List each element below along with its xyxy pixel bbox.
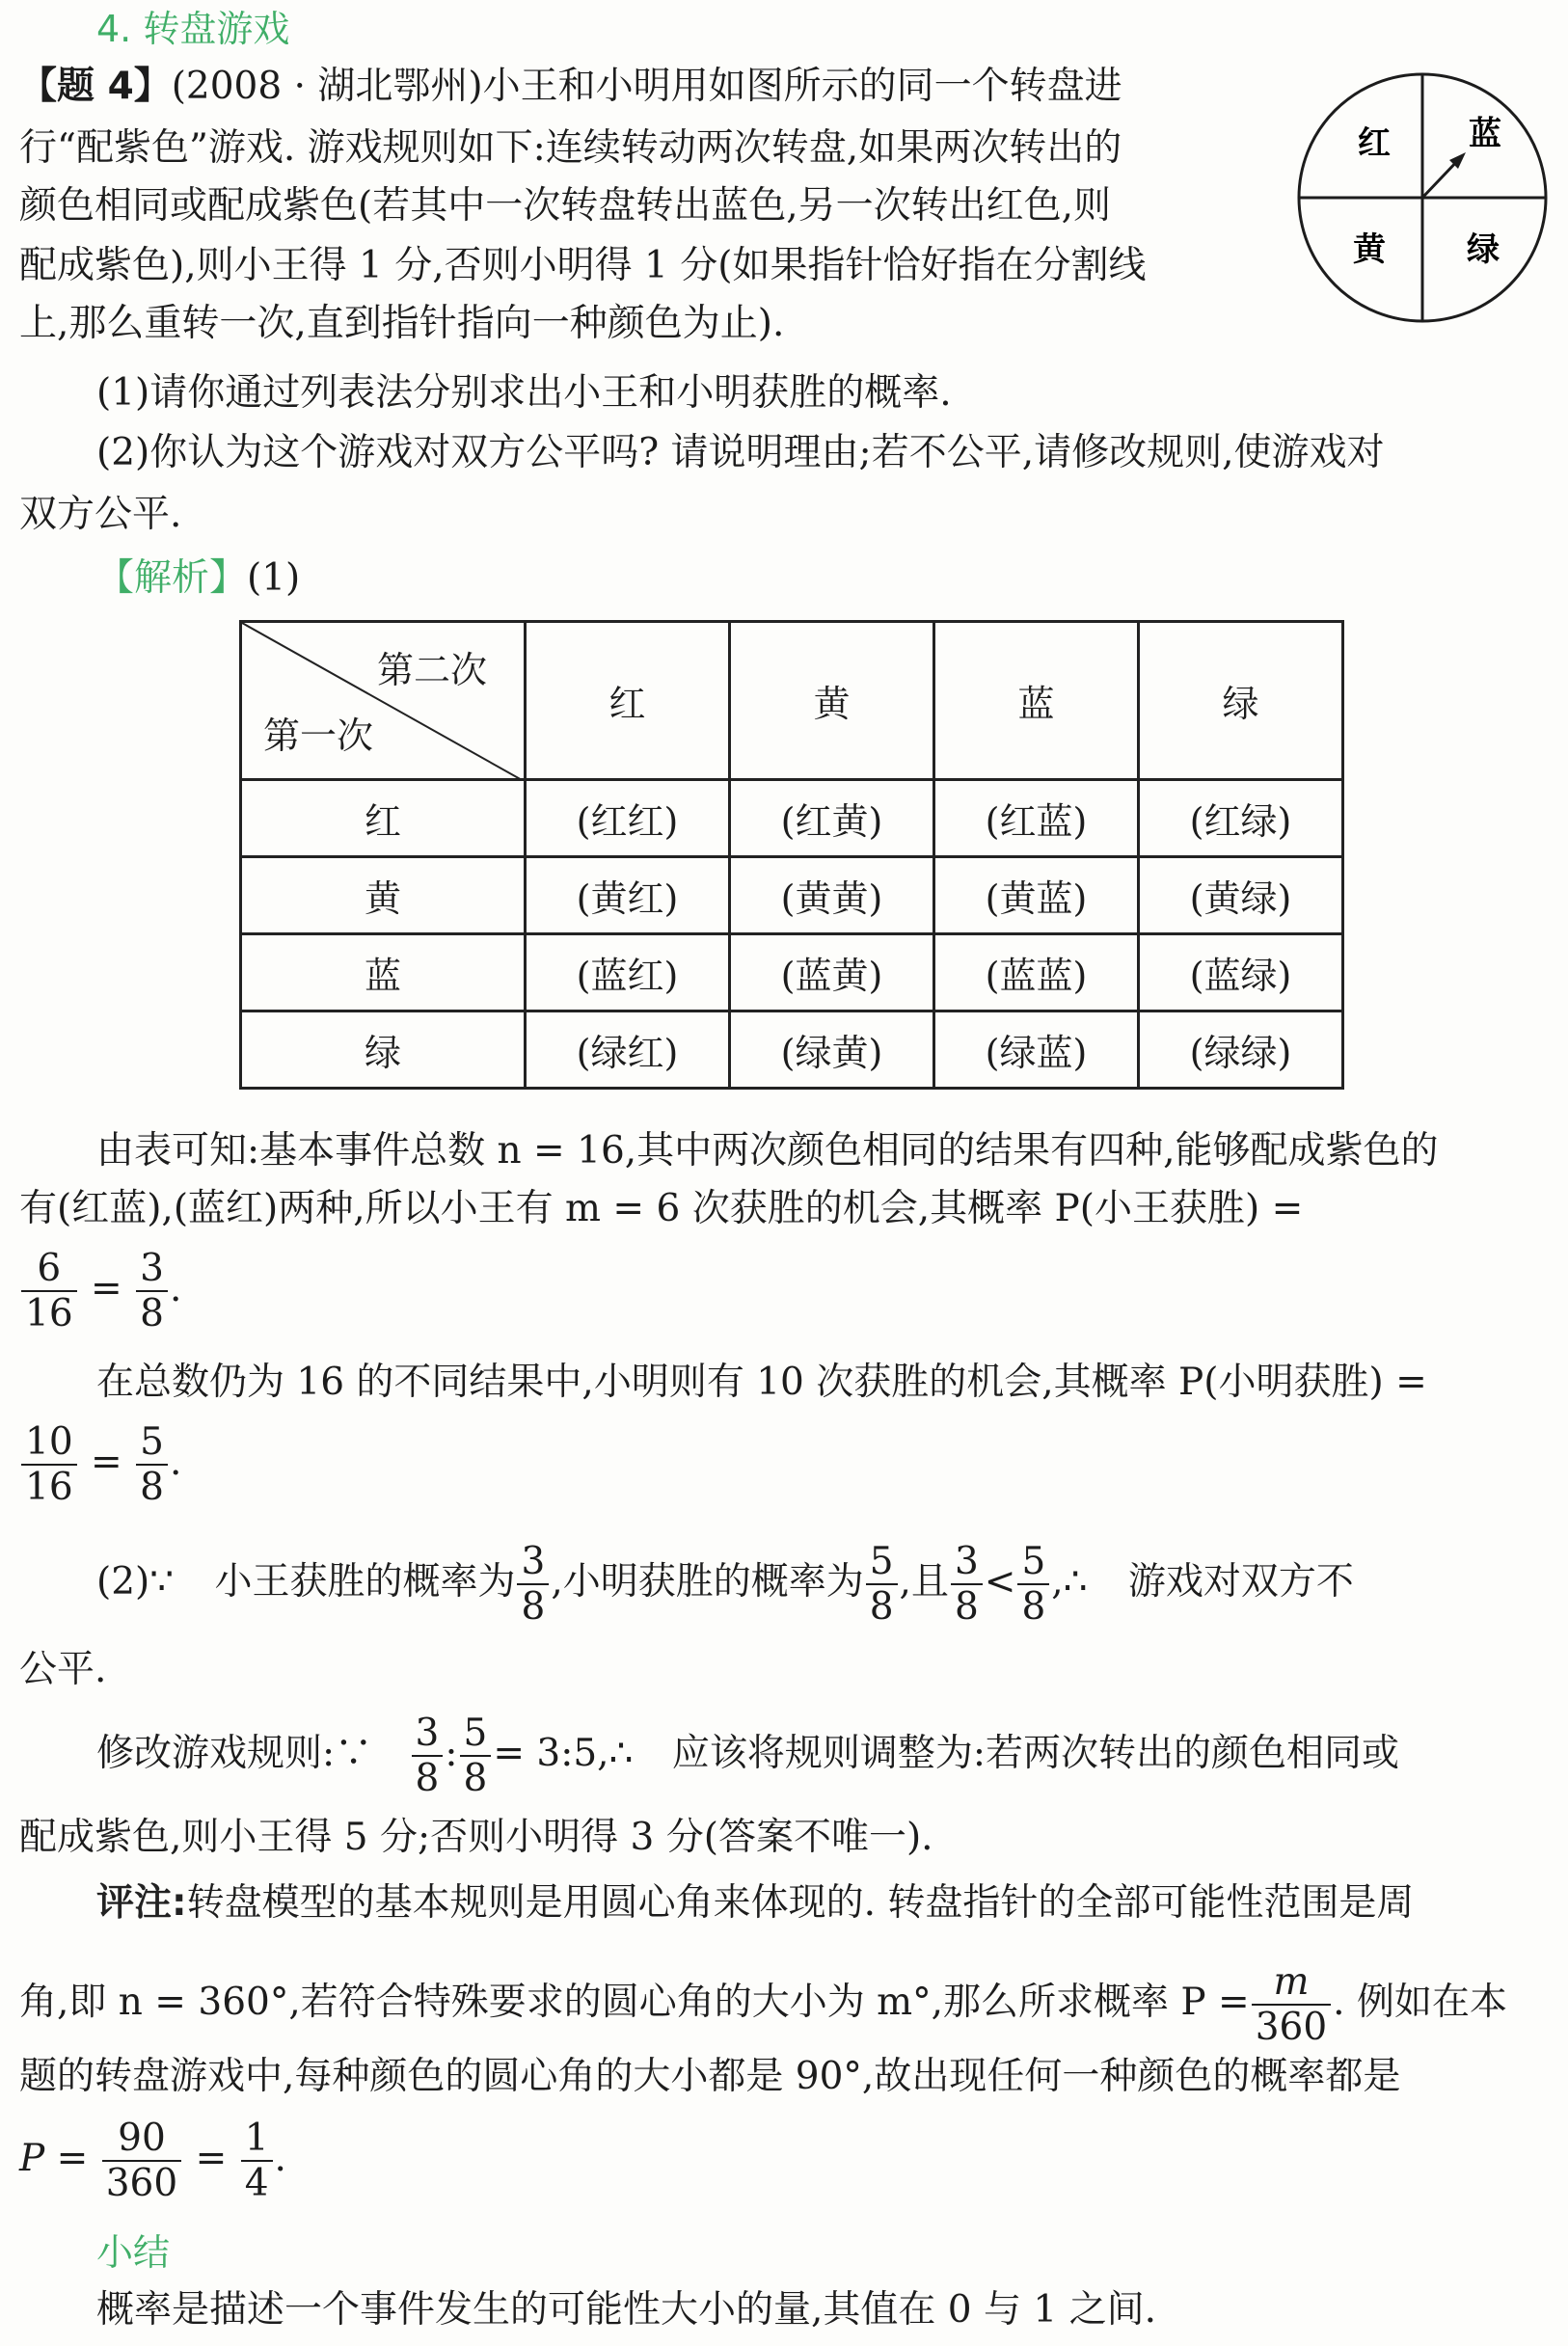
- table-cell: (黄红): [526, 857, 730, 934]
- problem-tag: 【题 4】: [19, 65, 172, 108]
- spinner-label-yellow: 黄: [1353, 230, 1386, 269]
- row-label: 黄: [241, 857, 526, 934]
- fraction: $\frac{10}{16}$: [21, 1423, 77, 1506]
- row-label: 红: [241, 780, 526, 857]
- spinner-label-red: 红: [1358, 124, 1391, 163]
- col-header-red: 红: [526, 622, 730, 780]
- problem-source: (2008 · 湖北鄂州): [171, 65, 483, 108]
- col-header-green: 绿: [1139, 622, 1343, 780]
- problem-line-4: 配成紫色),则小王得 1 分,否则小明得 1 分(如果指针恰好指在分割线: [19, 244, 1147, 287]
- table-cell: (蓝黄): [730, 934, 934, 1011]
- fraction: $\frac{1}{4}$: [241, 2119, 273, 2202]
- problem-text-1: 小王和小明用如图所示的同一个转盘进: [482, 65, 1122, 108]
- table-cell: (黄蓝): [934, 857, 1139, 934]
- solution-part1: (1): [247, 556, 301, 600]
- part2-line-1: (2)∵ 小王获胜的概率为 $\frac{3}{8}$ ,小明获胜的概率为 $\frac{5}{8}$ ,且 $\frac{3}{8}$ < $\frac{5}{8}$ ,∴ 游戏对双方不: [96, 1540, 1354, 1629]
- para1-line-1: 由表可知:基本事件总数 n = 16,其中两次颜色相同的结果有四种,能够配成紫色的: [96, 1129, 1439, 1173]
- table-cell: (红黄): [730, 780, 934, 857]
- comment-line-3: 题的转盘游戏中,每种颜色的圆心角的大小都是 90°,故出现任何一种颜色的概率都是: [19, 2055, 1401, 2098]
- problem-line-2: 行“配紫色”游戏. 游戏规则如下:连续转动两次转盘,如果两次转出的: [19, 126, 1122, 170]
- solution-label: 【解析】: [96, 556, 248, 600]
- table-cell: (绿绿): [1139, 1011, 1343, 1089]
- table-cell: (蓝红): [526, 934, 730, 1011]
- modify-line-2: 配成紫色,则小王得 5 分;否则小明得 3 分(答案不唯一).: [19, 1816, 933, 1859]
- fraction: $\frac{3}{8}$: [951, 1543, 983, 1626]
- part2-line-2: 公平.: [19, 1648, 107, 1691]
- table-cell: (蓝蓝): [934, 934, 1139, 1011]
- fraction: $\frac{3}{8}$: [412, 1714, 444, 1797]
- table-cell: (红蓝): [934, 780, 1139, 857]
- fraction: $\frac{3}{8}$: [517, 1543, 549, 1626]
- comment-line-2: 角,即 n = 360°,若符合特殊要求的圆心角的大小为 m°,那么所求概率 P = $\frac{m}{360}$ . 例如在本: [19, 1960, 1507, 2049]
- table-cell: (黄黄): [730, 857, 934, 934]
- table-cell: (蓝绿): [1139, 934, 1343, 1011]
- row-label: 绿: [241, 1011, 526, 1089]
- comment-line-1: 评注:转盘模型的基本规则是用圆心角来体现的. 转盘指针的全部可能性范围是周: [96, 1881, 1415, 1925]
- spinner-figure: [1292, 58, 1553, 337]
- solution-heading: [96, 555, 300, 602]
- para2-line-1: 在总数仍为 16 的不同结果中,小明则有 10 次获胜的机会,其概率 P(小明获胜) =: [96, 1361, 1427, 1404]
- question-2-line-2: 双方公平.: [19, 493, 182, 536]
- col-header-blue: 蓝: [934, 622, 1139, 780]
- table-cell: (绿黄): [730, 1011, 934, 1089]
- spinner-label-green: 绿: [1467, 230, 1500, 269]
- section-title: 4. 转盘游戏: [96, 8, 290, 50]
- table-cell: (绿红): [526, 1011, 730, 1089]
- table-cell: (红绿): [1139, 780, 1343, 857]
- fraction: $\frac{6}{16}$: [21, 1250, 77, 1333]
- fraction: $\frac{5}{8}$: [866, 1543, 898, 1626]
- row-label: 蓝: [241, 934, 526, 1011]
- outcome-table: [239, 620, 1344, 1090]
- table-row: [241, 857, 1343, 934]
- table-header-row: [241, 622, 1343, 780]
- table-row: [241, 1011, 1343, 1089]
- table-row: [241, 780, 1343, 857]
- table-row: [241, 934, 1343, 1011]
- col-header-yellow: 黄: [730, 622, 934, 780]
- para1-line-2: 有(红蓝),(蓝红)两种,所以小王有 m = 6 次获胜的机会,其概率 P(小王获胜) =: [19, 1187, 1304, 1230]
- summary-title: 小结: [96, 2231, 171, 2274]
- summary-text: 概率是描述一个事件发生的可能性大小的量,其值在 0 与 1 之间.: [96, 2288, 1157, 2332]
- comment-label: 评注:: [96, 1881, 187, 1925]
- header-second: 第二次: [376, 649, 487, 691]
- fraction: $\frac{m}{360}$: [1252, 1963, 1331, 2046]
- fraction: $\frac{5}{8}$: [1017, 1543, 1049, 1626]
- spinner-label-blue: 蓝: [1469, 115, 1501, 153]
- table-cell: (黄绿): [1139, 857, 1343, 934]
- fraction: $\frac{90}{360}$: [102, 2119, 181, 2202]
- question-1: (1)请你通过列表法分别求出小王和小明获胜的概率.: [96, 371, 952, 415]
- fraction: $\frac{3}{8}$: [136, 1250, 168, 1333]
- para1-fraction: $\frac{6}{16}$ = $\frac{3}{8}$ .: [19, 1250, 181, 1333]
- problem-line-5: 上,那么重转一次,直到指针指向一种颜色为止).: [19, 302, 785, 345]
- table-cell: (绿蓝): [934, 1011, 1139, 1089]
- fraction: $\frac{5}{8}$: [136, 1423, 168, 1506]
- problem-line-1: [19, 64, 1122, 110]
- question-2-line-1: (2)你认为这个游戏对双方公平吗? 请说明理由;若不公平,请修改规则,使游戏对: [96, 431, 1385, 474]
- comment-line-4: P = $\frac{90}{360}$ = $\frac{1}{4}$ .: [19, 2117, 286, 2205]
- para2-fraction: $\frac{10}{16}$ = $\frac{5}{8}$ .: [19, 1423, 181, 1506]
- problem-line-3: 颜色相同或配成紫色(若其中一次转盘转出蓝色,另一次转出红色,则: [19, 184, 1112, 228]
- header-first: 第一次: [263, 715, 374, 757]
- table-corner-cell: [241, 622, 526, 780]
- fraction: $\frac{5}{8}$: [460, 1714, 492, 1797]
- modify-line-1: 修改游戏规则:∵ $\frac{3}{8}$ : $\frac{5}{8}$ = 3:5,∴ 应该将规则调整为:若两次转出的颜色相同或: [96, 1712, 1399, 1800]
- table-cell: (红红): [526, 780, 730, 857]
